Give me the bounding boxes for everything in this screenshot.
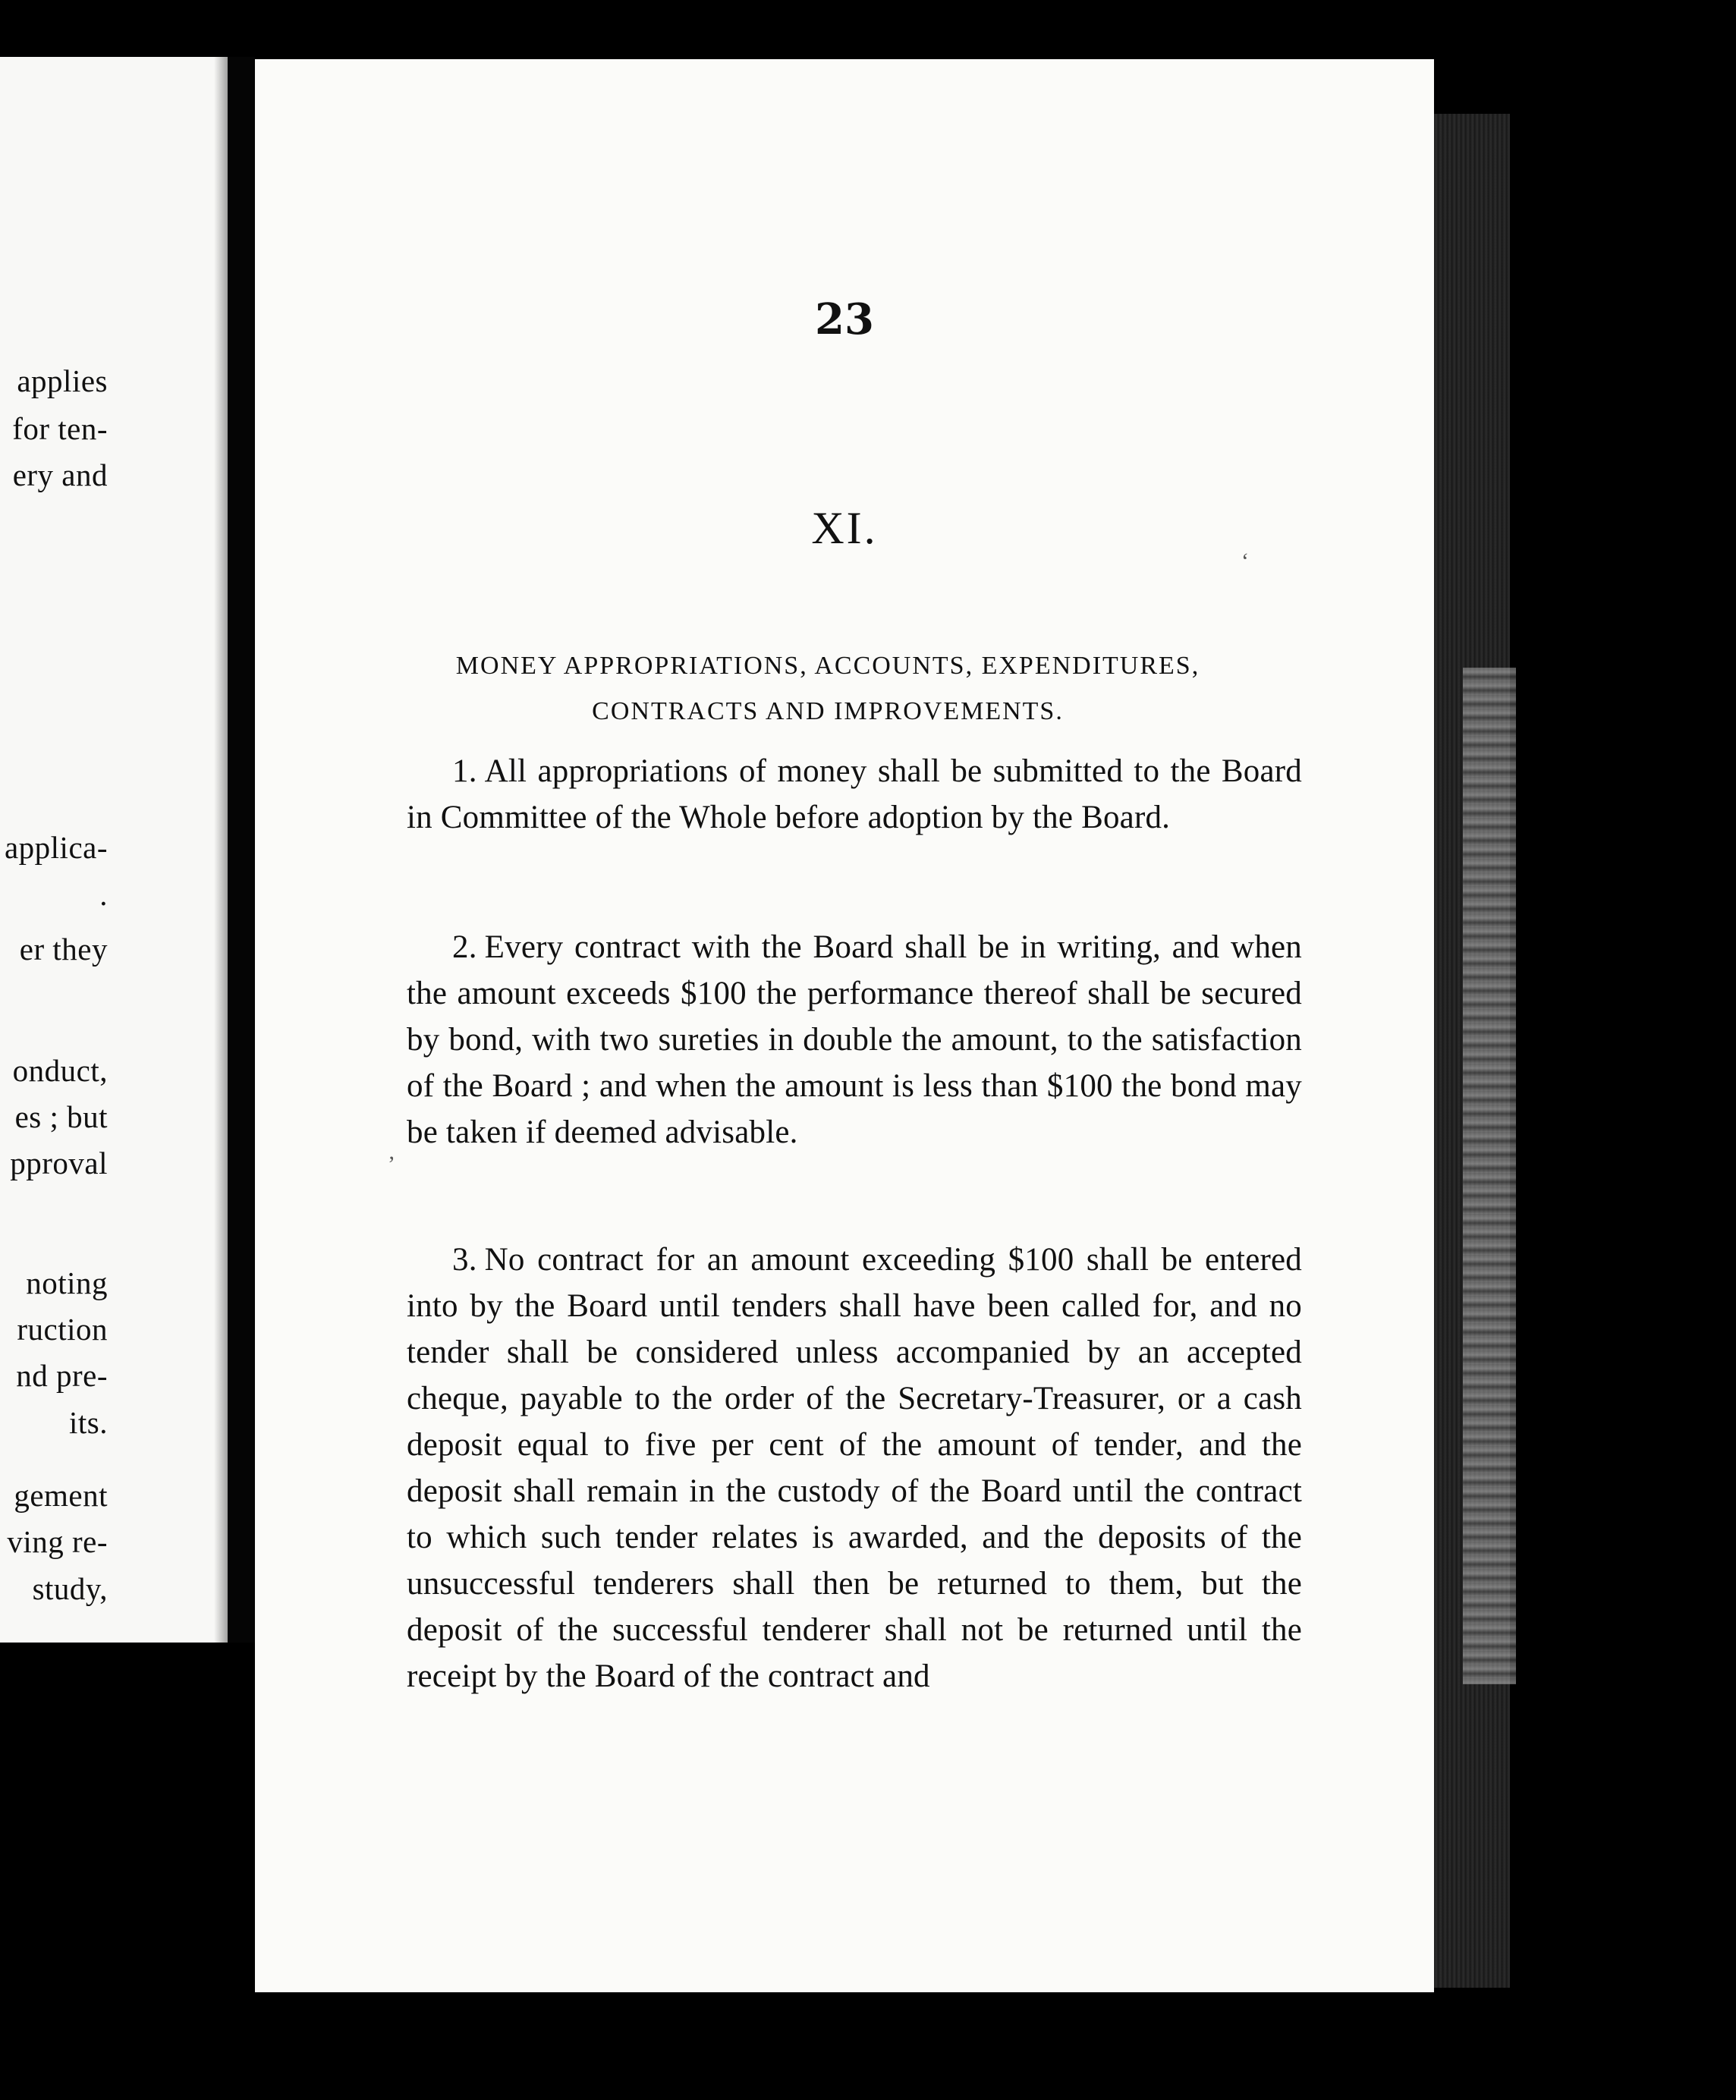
left-page-line: applica- [4,830,108,865]
left-page-line: its. [69,1405,108,1440]
left-page-line: onduct, [12,1053,108,1088]
left-page-line: noting [26,1265,108,1300]
left-page-line: ruction [17,1312,108,1347]
paragraph-number: 3. [452,1242,477,1278]
left-page-line: gement [14,1478,108,1513]
left-page-line: ving re- [7,1524,108,1559]
stray-mark: ‘ [1241,549,1249,574]
book-gutter [228,57,255,1643]
paragraph-3 [407,1237,1302,1699]
page-number: 23 [815,294,874,344]
library-stamp [1463,668,1516,1684]
left-facing-page [0,57,228,1643]
paragraph-number: 2. [452,929,477,965]
left-page-line: nd pre- [16,1358,108,1393]
paragraph-1 [407,748,1302,841]
left-page-line: . [99,877,108,912]
paragraph-text: No contract for an amount exceeding $100 shall be entered into by the Board until tenders shall have been called for, and no tender shall be considered unless accompanied by an accepted cheque, payable to the order of the Secretary-Treasurer, or a cash deposit equal to five per cent of the amount of tender, and the deposit shall remain in the custody of the Board until the contract to which such tender relates is awarded, and the deposits of the unsuccessful tenderers shall then be returned to them, but the deposit of the successful tenderer shall not be returned until the receipt by the Board of the contract and [407,1242,1302,1694]
paragraph-text: Every contract with the Board shall be in writing, and when the amount exceeds $100 the performance thereof shall be secured by bond, with two sureties in double the amount, to the satisfaction of the Board ; and when the amount is less than $100 the bond may be taken if deemed advisable. [407,929,1302,1150]
section-numeral: XI. [811,503,878,553]
left-page-line: pproval [10,1146,108,1180]
left-page-line: applies [17,363,108,398]
stray-mark: ’ [388,1152,395,1177]
left-page-line: study, [32,1571,108,1606]
left-page-line: ery and [12,457,108,492]
left-page-line: es ; but [14,1099,108,1134]
paragraph-2 [407,924,1302,1155]
main-page [255,59,1434,1992]
section-heading-line: CONTRACTS AND IMPROVEMENTS. [592,697,1064,725]
spine-shadow [214,57,228,1643]
left-page-line: er they [19,932,108,967]
section-heading-line: MONEY APPROPRIATIONS, ACCOUNTS, EXPENDITURES, [455,652,1200,680]
paragraph-number: 1. [452,753,477,789]
paragraph-text: All appropriations of money shall be submitted to the Board in Committee of the Whole before adoption by the Board. [407,753,1302,835]
left-page-line: for ten- [12,411,108,446]
section-heading [369,643,1287,734]
